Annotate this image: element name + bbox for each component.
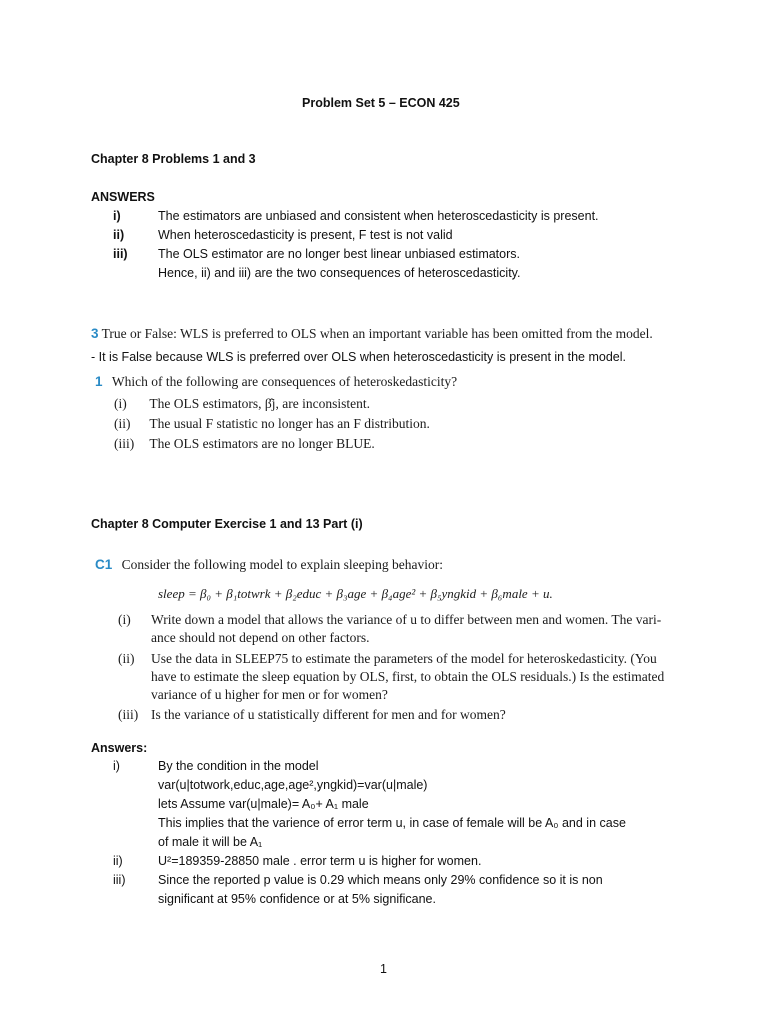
section-heading-chapter8-problems: Chapter 8 Problems 1 and 3 [91, 152, 256, 166]
answer-label-ii: ii) [113, 228, 125, 242]
answer2-iii-line2: significant at 95% confidence or at 5% significane. [158, 892, 436, 906]
answer-q3: - It is False because WLS is preferred over OLS when heteroscedasticity is present in the model. [91, 350, 626, 364]
answer2-i-line2: var(u|totwork,educ,age,age²,yngkid)=var(u|male) [158, 778, 428, 792]
answer-text-i: The estimators are unbiased and consistent when heteroscedasticity is present. [158, 209, 599, 223]
option-text: The OLS estimators, β̂j, are inconsistent. [149, 396, 370, 411]
answer-text-iii: The OLS estimator are no longer best linear unbiased estimators. [158, 247, 520, 261]
answer2-label-ii: ii) [113, 854, 123, 868]
part-ii-line2: have to estimate the sleep equation by OLS, first, to obtain the OLS residuals.) Is the estimated [151, 669, 665, 684]
answers2-label: Answers: [91, 741, 148, 755]
book-question-1 [95, 374, 457, 390]
answer-text-ii: When heteroscedasticity is present, F test is not valid [158, 228, 453, 242]
answer-label-i: i) [113, 209, 121, 223]
part-i-label: (i) [118, 612, 131, 627]
section-heading-computer-exercise: Chapter 8 Computer Exercise 1 and 13 Part (i) [91, 517, 363, 531]
answer2-i-line3: lets Assume var(u|male)= A₀+ A₁ male [158, 797, 369, 811]
answer2-i-line1: By the condition in the model [158, 759, 319, 773]
part-i-line2: ance should not depend on other factors. [151, 630, 370, 645]
book-question-3 [91, 326, 653, 342]
option-label: (ii) [114, 416, 131, 431]
option-i [114, 396, 370, 412]
part-ii-line1: Use the data in SLEEP75 to estimate the parameters of the model for heteroskedasticity. (You [151, 651, 657, 666]
question-number: 1 [95, 374, 103, 389]
option-label: (iii) [114, 436, 135, 451]
exercise-intro: Consider the following model to explain sleeping behavior: [121, 557, 443, 572]
part-iii-label: (iii) [118, 707, 139, 722]
answer-label-iii: iii) [113, 247, 128, 261]
part-i-line1: Write down a model that allows the variance of u to differ between men and women. The vari- [151, 612, 662, 627]
model-equation: sleep = β₀ + β₁totwrk + β₂educ + β₃age + β₄age² + β₅yngkid + β₆male + u. [158, 586, 553, 601]
answer2-ii-text: U²=189359-28850 male . error term u is higher for women. [158, 854, 482, 868]
option-ii [114, 416, 430, 432]
question-text: Which of the following are consequences of heteroskedasticity? [111, 374, 458, 389]
answer2-iii-line1: Since the reported p value is 0.29 which means only 29% confidence so it is non [158, 873, 603, 887]
page-title: Problem Set 5 – ECON 425 [302, 96, 460, 110]
option-label: (i) [114, 396, 127, 411]
answer2-label-iii: iii) [113, 873, 126, 887]
answer2-label-i: i) [113, 759, 120, 773]
exercise-number: C1 [95, 557, 113, 572]
question-text: True or False: WLS is preferred to OLS when an important variable has been omitted from the model. [101, 326, 653, 341]
part-ii-label: (ii) [118, 651, 135, 666]
answer2-i-line4: This implies that the varience of error term u, in case of female will be A₀ and in case [158, 816, 626, 830]
answers-label: ANSWERS [91, 190, 155, 204]
book-exercise-c1 [95, 557, 443, 573]
option-text: The OLS estimators are no longer BLUE. [149, 436, 375, 451]
answer-conclusion: Hence, ii) and iii) are the two consequences of heteroscedasticity. [158, 266, 521, 280]
question-number: 3 [91, 326, 99, 341]
option-text: The usual F statistic no longer has an F distribution. [149, 416, 430, 431]
part-ii-line3: variance of u higher for men or for women? [151, 687, 388, 702]
option-iii [114, 436, 375, 452]
answer2-i-line5: of male it will be A₁ [158, 835, 263, 849]
part-iii-line1: Is the variance of u statistically different for men and for women? [151, 707, 506, 722]
page-number: 1 [380, 962, 387, 976]
